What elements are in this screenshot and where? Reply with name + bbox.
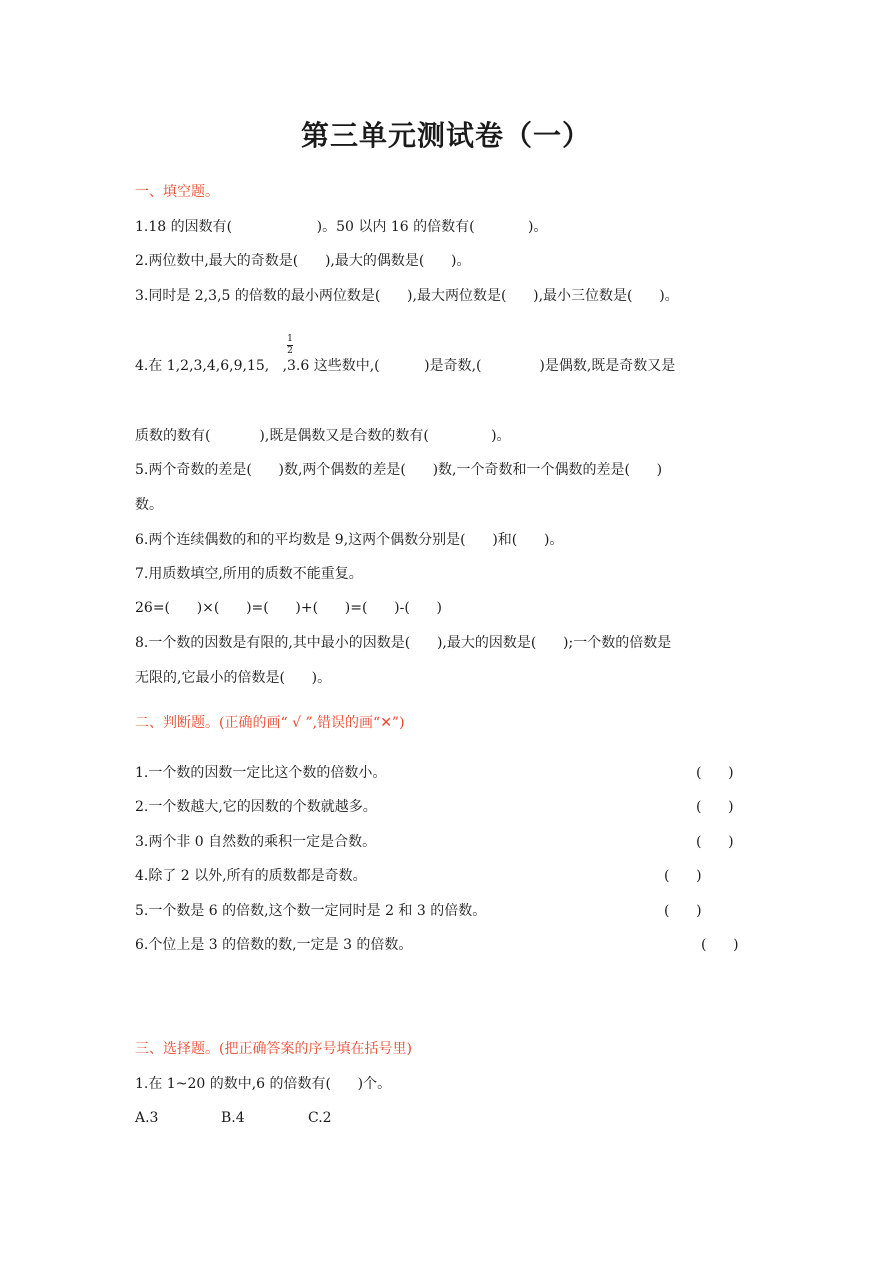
question-1-7-equation: 26=( )×( )=( )+( )=( )-( ) bbox=[135, 600, 442, 616]
section-heading-fill-blank: 一、填空题。 bbox=[135, 184, 219, 200]
question-1-8-line2: 无限的,它最小的倍数是( )。 bbox=[135, 670, 332, 686]
tf-answer-blank-3: ( ) bbox=[696, 834, 734, 850]
fraction-denominator: 2 bbox=[287, 346, 293, 356]
section-heading-multiple-choice: 三、选择题。(把正确答案的序号填在括号里) bbox=[135, 1041, 412, 1057]
choice-option-a: A.3 bbox=[135, 1110, 159, 1126]
choice-option-b: B.4 bbox=[221, 1110, 245, 1126]
fraction-one-half bbox=[287, 334, 293, 357]
tf-answer-blank-6: ( ) bbox=[701, 937, 739, 953]
page-title: 第三单元测试卷（一） bbox=[300, 119, 591, 152]
choice-question-1: 1.在 1~20 的数中,6 的倍数有( )个。 bbox=[135, 1076, 392, 1092]
tf-item-5: 5.一个数是 6 的倍数,这个数一定同时是 2 和 3 的倍数。 bbox=[135, 903, 487, 919]
tf-item-6: 6.个位上是 3 的倍数的数,一定是 3 的倍数。 bbox=[135, 937, 413, 953]
question-1-5-line1: 5.两个奇数的差是( )数,两个偶数的差是( )数,一个奇数和一个偶数的差是( ) bbox=[135, 462, 663, 478]
tf-item-2: 2.一个数越大,它的因数的个数就越多。 bbox=[135, 799, 377, 815]
tf-answer-blank-2: ( ) bbox=[696, 799, 734, 815]
tf-item-1: 1.一个数的因数一定比这个数的倍数小。 bbox=[135, 765, 387, 781]
question-1-7: 7.用质数填空,所用的质数不能重复。 bbox=[135, 566, 363, 582]
question-1-2: 2.两位数中,最大的奇数是( ),最大的偶数是( )。 bbox=[135, 253, 471, 269]
tf-answer-blank-1: ( ) bbox=[696, 765, 734, 781]
tf-item-3: 3.两个非 0 自然数的乘积一定是合数。 bbox=[135, 834, 377, 850]
question-1-5-line2: 数。 bbox=[135, 497, 163, 513]
tf-answer-blank-4: ( ) bbox=[664, 868, 702, 884]
fraction-numerator: 1 bbox=[287, 334, 293, 344]
choice-option-c: C.2 bbox=[308, 1110, 332, 1126]
question-1-1: 1.18 的因数有( )。50 以内 16 的倍数有( )。 bbox=[135, 219, 548, 235]
question-1-4-line2: 质数的数有( ),既是偶数又是合数的数有( )。 bbox=[135, 428, 511, 444]
tf-answer-blank-5: ( ) bbox=[664, 903, 702, 919]
question-1-4-line1: 4.在 1,2,3,4,6,9,15, ,3.6 这些数中,( )是奇数,( )是偶数,既是奇数又是 bbox=[135, 358, 676, 374]
question-1-6: 6.两个连续偶数的和的平均数是 9,这两个偶数分别是( )和( )。 bbox=[135, 532, 564, 548]
question-1-8-line1: 8.一个数的因数是有限的,其中最小的因数是( ),最大的因数是( );一个数的倍数是 bbox=[135, 635, 672, 651]
tf-item-4: 4.除了 2 以外,所有的质数都是奇数。 bbox=[135, 868, 367, 884]
question-1-3: 3.同时是 2,3,5 的倍数的最小两位数是( ),最大两位数是( ),最小三位数是( )。 bbox=[135, 288, 679, 304]
section-heading-true-false: 二、判断题。(正确的画“ √ ”,错误的画“✕”) bbox=[135, 715, 405, 731]
